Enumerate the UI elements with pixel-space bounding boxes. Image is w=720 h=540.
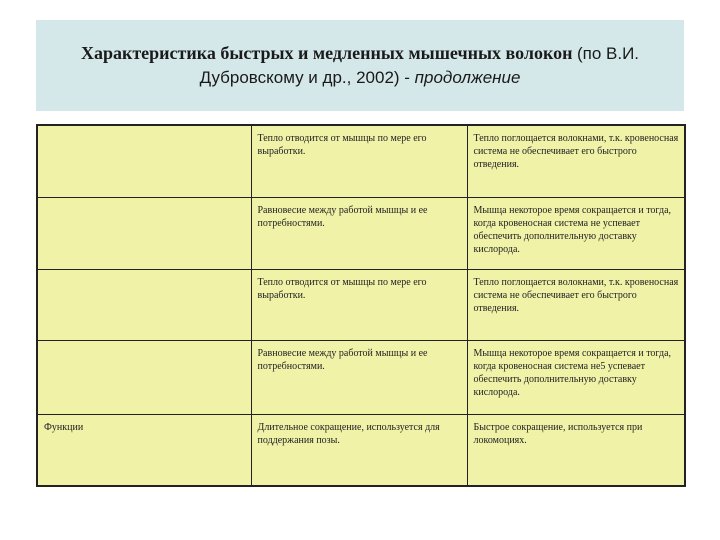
slide-title <box>36 20 684 111</box>
row-label-cell <box>37 125 251 198</box>
fiber-comparison-table <box>36 124 686 487</box>
row-label-cell: Функции <box>37 415 251 487</box>
slow-fiber-cell: Равновесие между работой мышцы и ее потребностями. <box>251 198 467 270</box>
table-row <box>37 341 685 415</box>
title-plain-text: (по В.И. <box>576 44 640 63</box>
table-row <box>37 270 685 341</box>
fast-fiber-cell: Быстрое сокращение, используется при локомоциях. <box>467 415 685 487</box>
title-line-2 <box>200 66 521 90</box>
row-label-cell <box>37 198 251 270</box>
fast-fiber-cell: Тепло поглощается волокнами, т.к. кровеносная система не обеспечивает его быстрого отведения. <box>467 125 685 198</box>
title-line2-italic: продолжение <box>414 68 521 87</box>
fast-fiber-cell: Мышца некоторое время сокращается и тогда, когда кровеносная система не успевает обеспечить дополнительную доставку кислорода. <box>467 198 685 270</box>
fast-fiber-cell: Мышца некоторое время сокращается и тогда, когда кровеносная система не5 успевает обеспечить дополнительную доставку кислорода. <box>467 341 685 415</box>
slow-fiber-cell: Тепло отводится от мышцы по мере его выработки. <box>251 125 467 198</box>
table-row <box>37 125 685 198</box>
title-line2-plain: Дубровскому и др., 2002) - <box>199 68 410 87</box>
slow-fiber-cell: Тепло отводится от мышцы по мере его выработки. <box>251 270 467 341</box>
fast-fiber-cell: Тепло поглощается волокнами, т.к. кровеносная система не обеспечивает его быстрого отведения. <box>467 270 685 341</box>
table-row <box>37 198 685 270</box>
slow-fiber-cell: Равновесие между работой мышцы и ее потребностями. <box>251 341 467 415</box>
slow-fiber-cell: Длительное сокращение, используется для поддержания позы. <box>251 415 467 487</box>
table-row <box>37 415 685 487</box>
row-label-cell <box>37 341 251 415</box>
title-line-1 <box>81 41 639 66</box>
row-label-cell <box>37 270 251 341</box>
title-bold-text: Характеристика быстрых и медленных мышечных волокон <box>80 43 573 63</box>
